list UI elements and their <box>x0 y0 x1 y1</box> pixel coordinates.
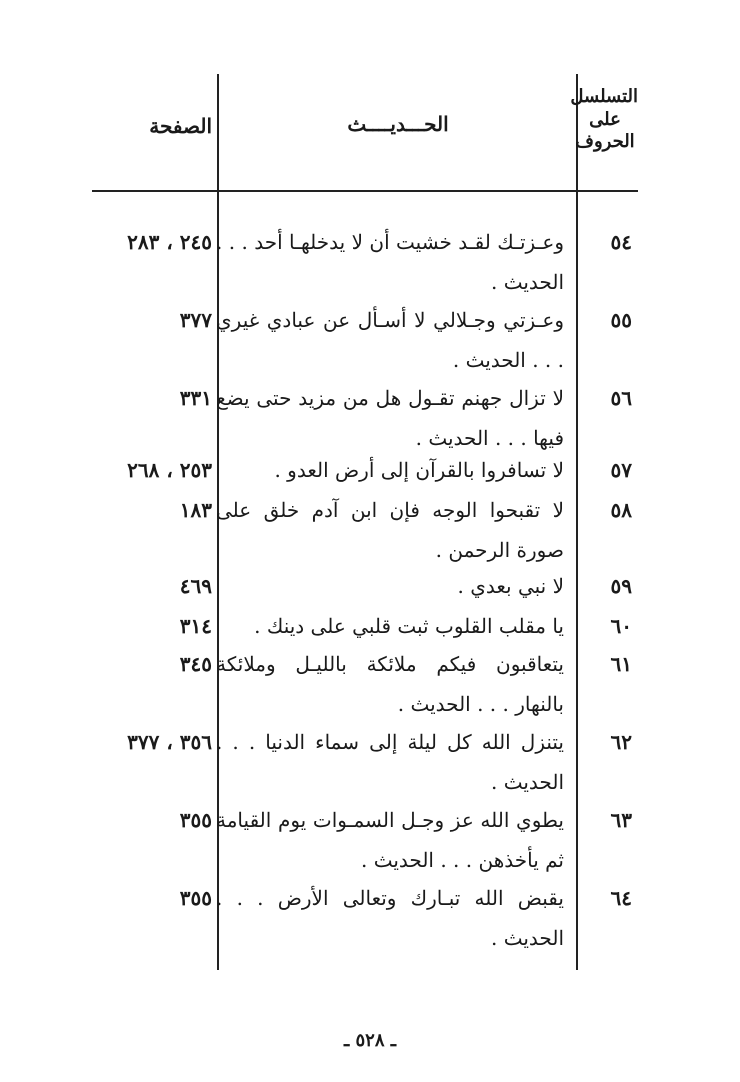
row-hadith-text: لا تزال جهنم تقـول هل من مزيد حتى يضع فيها . . . الحديث . <box>216 386 564 450</box>
row-page-ref: ٣٥٦ ، ٣٧٧ <box>127 730 212 754</box>
header-seq: التسلسل على الحروف <box>570 86 638 152</box>
row-hadith-text: يتنزل الله كل ليلة إلى سماء الدنيا . . . الحديث . <box>216 730 564 794</box>
row-number: ٥٧ <box>610 458 632 482</box>
row-number: ٥٥ <box>610 308 632 332</box>
row-number: ٥٩ <box>610 574 632 598</box>
row-page-ref: ٣٤٥ <box>179 652 212 676</box>
column-divider-seq <box>576 74 578 970</box>
row-number: ٦١ <box>610 652 632 676</box>
header-hadith: الحـــديــــث <box>347 112 449 136</box>
row-page-ref: ٢٥٣ ، ٢٦٨ <box>127 458 212 482</box>
row-hadith-text: يتعاقبون فيكم ملائكة بالليـل وملائكة بالنهار . . . الحديث . <box>216 652 564 716</box>
row-number: ٦٤ <box>610 886 632 910</box>
row-hadith-text: لا نبي بعدي . <box>457 574 564 598</box>
row-hadith-text: لا تقبحوا الوجه فإن ابن آدم خلق على صورة الرحمن . <box>216 498 564 562</box>
row-hadith-text: وعـزتي وجـلالي لا أسـأل عن عبادي غيري . . . الحديث . <box>216 308 564 372</box>
row-page-ref: ٣٧٧ <box>179 308 212 332</box>
row-number: ٦٢ <box>610 730 632 754</box>
row-number: ٥٤ <box>610 230 632 254</box>
row-page-ref: ٣١٤ <box>179 614 212 638</box>
row-page-ref: ٤٦٩ <box>179 574 212 598</box>
row-page-ref: ٣٥٥ <box>179 808 212 832</box>
row-page-ref: ٣٣١ <box>179 386 212 410</box>
row-hadith-text: يطوي الله عز وجـل السمـوات يوم القيامة ثم يأخذهن . . . الحديث . <box>216 808 564 872</box>
header-rule <box>92 190 638 192</box>
row-hadith-text: يقبض الله تبـارك وتعالى الأرض . . . الحديث . <box>216 886 564 950</box>
row-number: ٥٨ <box>610 498 632 522</box>
row-number: ٦٠ <box>610 614 632 638</box>
row-hadith-text: وعـزتـك لقـد خشيت أن لا يدخلهـا أحد . . . الحديث . <box>216 230 564 294</box>
row-page-ref: ١٨٣ <box>179 498 212 522</box>
row-number: ٥٦ <box>610 386 632 410</box>
header-page: الصفحة <box>149 114 212 138</box>
row-hadith-text: يا مقلب القلوب ثبت قلبي على دينك . <box>254 614 564 638</box>
row-number: ٦٣ <box>610 808 632 832</box>
row-hadith-text: لا تسافروا بالقرآن إلى أرض العدو . <box>274 458 564 482</box>
page-number: ـ ٥٢٨ ـ <box>343 1030 397 1051</box>
row-page-ref: ٣٥٥ <box>179 886 212 910</box>
row-page-ref: ٢٤٥ ، ٢٨٣ <box>127 230 212 254</box>
